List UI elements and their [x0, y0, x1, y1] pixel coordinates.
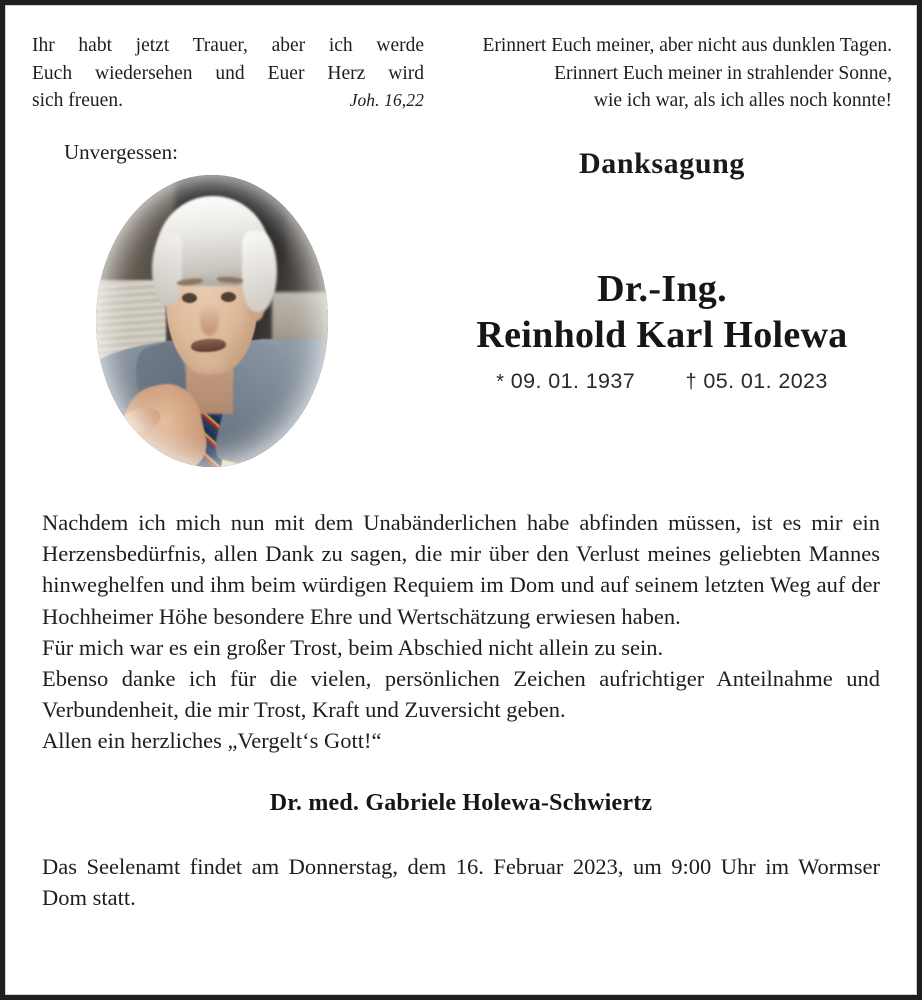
birth-star-icon: * [496, 371, 505, 394]
portrait-hair-right [242, 231, 277, 313]
body-paragraph-1: Nachdem ich mich nun mit dem Unabänderlichen habe abfinden müssen, ist es mir ein Herzensbedürfnis, allen Dank zu sagen, die mir über den Verlust meines geliebten Mannes hinweghelfen und ihm beim würdigen Requiem im Dom und auf seinem letzten Weg auf der Hochheimer Höhe besondere Ehre und Wertschätzung erwiesen haben. [42, 510, 880, 629]
quote-left-line-1: Ihr habt jetzt Trauer, aber ich werde [32, 35, 424, 56]
portrait-column [28, 137, 428, 467]
deceased-name-block [428, 267, 896, 394]
quote-left-line-2: Euch wiedersehen und Euer Herz wird [32, 62, 424, 84]
life-dates [428, 369, 896, 394]
birth-date: 09. 01. 1937 [510, 369, 636, 394]
quote-right-line-1: Erinnert Euch meiner, aber nicht aus dunklen Tagen. [482, 35, 892, 56]
body-paragraph-2: Für mich war es ein großer Trost, beim Abschied nicht allein zu sein. [42, 634, 664, 660]
body-paragraph-4: Allen ein herzliches „Vergelt‘s Gott!“ [42, 728, 382, 754]
portrait-frame [96, 175, 328, 467]
portrait-hair-left [152, 233, 182, 306]
quote-left-line-3-row [32, 87, 424, 115]
notice-inner-frame [5, 5, 917, 995]
quote-right-line-3: wie ich war, als ich alles noch konnte! [593, 90, 892, 112]
portrait-chin [184, 353, 230, 376]
deceased-title: Dr.-Ing. [597, 268, 727, 311]
body-text [6, 507, 916, 756]
unvergessen-label: Unvergessen: [64, 140, 178, 165]
quote-right-line-2: Erinnert Euch meiner in strahlender Sonne, [554, 62, 892, 84]
notice-heading: Danksagung [578, 147, 746, 181]
portrait-nose [200, 304, 219, 336]
quote-left-line-3: sich freuen. [32, 90, 123, 112]
quote-left-reference: Joh. 16,22 [349, 90, 424, 111]
quote-right [442, 32, 892, 115]
title-column [428, 137, 896, 467]
birth-date-group [496, 369, 641, 393]
main-row [6, 115, 916, 467]
portrait-eye-right [221, 292, 236, 302]
quote-left [32, 32, 424, 115]
death-date: 05. 01. 2023 [703, 369, 828, 394]
cross-icon: † [685, 371, 698, 394]
deceased-name: Reinhold Karl Holewa [476, 314, 848, 357]
death-date-group [686, 369, 828, 393]
signature-name: Dr. med. Gabriele Holewa-Schwiertz [269, 790, 653, 817]
service-announcement: Das Seelenamt findet am Donnerstag, dem 16. Februar 2023, um 9:00 Uhr im Wormser Dom statt. [42, 854, 880, 911]
body-paragraph-3: Ebenso danke ich für die vielen, persönlichen Zeichen aufrichtiger Anteilnahme und Verbundenheit, die mir Trost, Kraft und Zuversicht geben. [42, 665, 880, 722]
quotes-row [6, 6, 916, 115]
portrait-photo [96, 175, 328, 467]
